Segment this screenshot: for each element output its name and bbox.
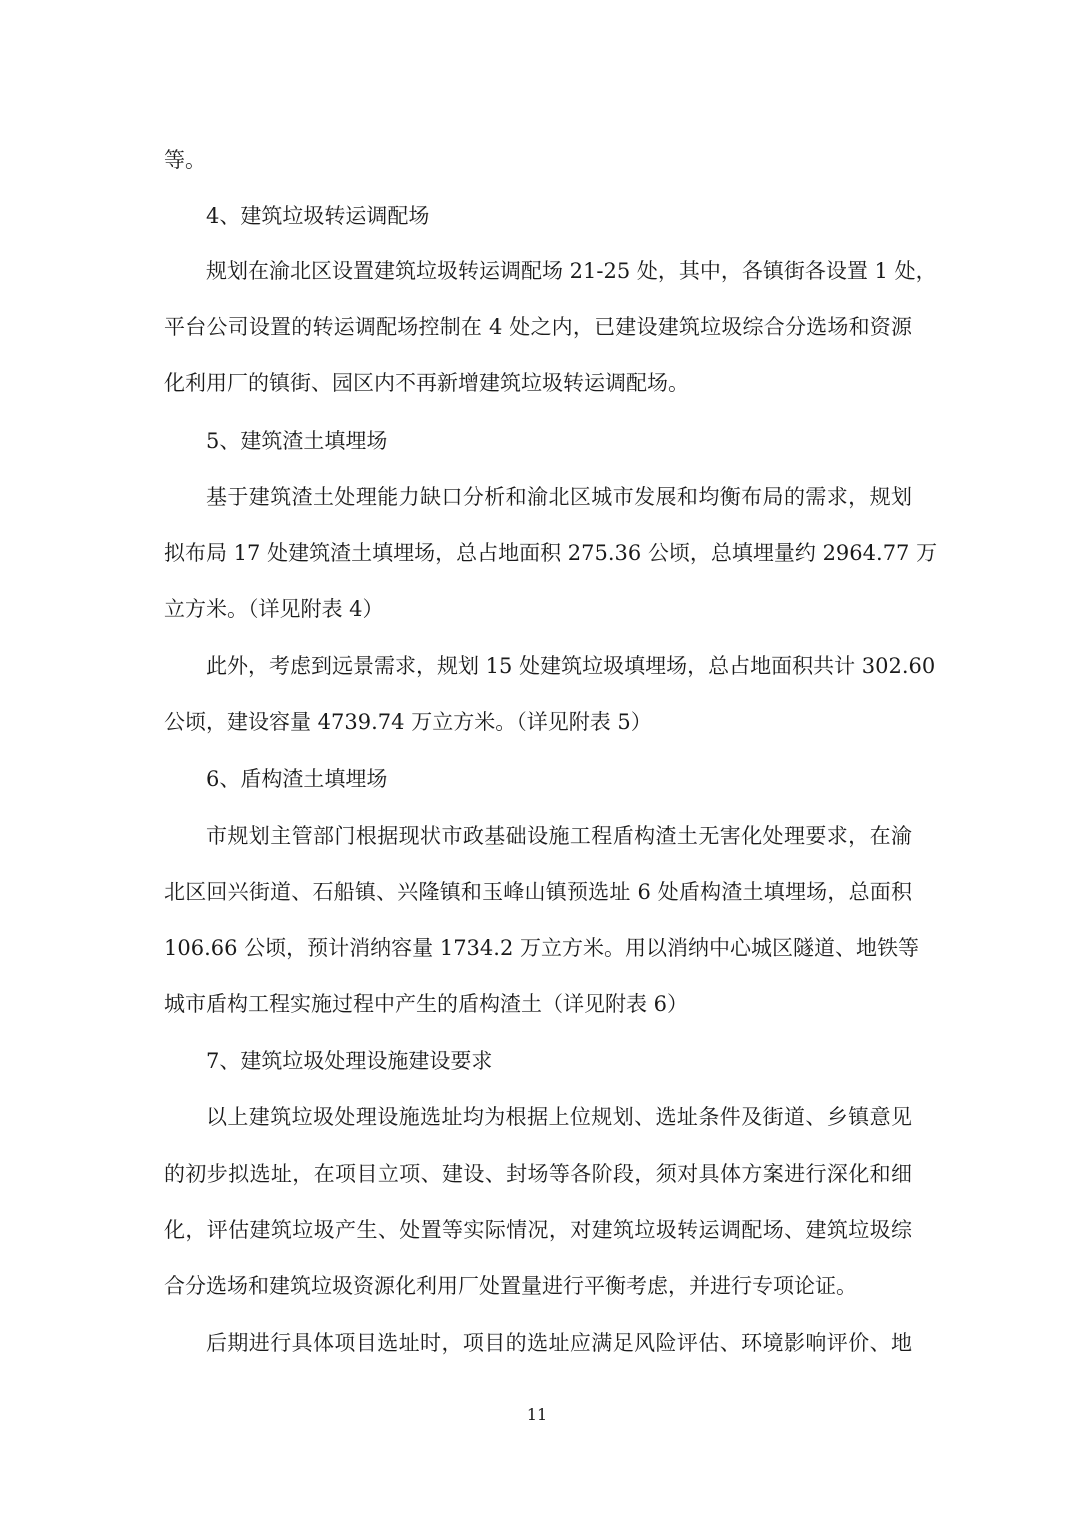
text-line: 此外，考虑到远景需求，规划 15 处建筑垃圾填埋场，总占地面积共计 302.60 [206,654,936,678]
text-line: 合分选场和建筑垃圾资源化利用厂处置量进行平衡考虑，并进行专项论证。 [164,1274,857,1298]
section-heading: 6、盾构渣土填埋场 [206,767,388,791]
text-line: 公顷，建设容量 4739.74 万立方米。（详见附表 5） [164,710,652,734]
section-heading: 5、建筑渣土填埋场 [206,429,388,453]
text-line: 的初步拟选址，在项目立项、建设、封场等各阶段，须对具体方案进行深化和细 [164,1162,912,1186]
text-line: 106.66 公顷，预计消纳容量 1734.2 万立方米。用以消纳中心城区隧道、地铁等 [164,936,919,960]
text-line: 拟布局 17 处建筑渣土填埋场，总占地面积 275.36 公顷，总填埋量约 2964.77 万 [164,541,938,565]
page-number: 11 [526,1405,548,1424]
text-line: 化，评估建筑垃圾产生、处置等实际情况，对建筑垃圾转运调配场、建筑垃圾综 [164,1218,912,1242]
text-line: 基于建筑渣土处理能力缺口分析和渝北区城市发展和均衡布局的需求，规划 [206,485,912,509]
text-line: 立方米。（详见附表 4） [164,597,384,621]
text-line: 城市盾构工程实施过程中产生的盾构渣土（详见附表 6） [164,992,689,1016]
text-line: 平台公司设置的转运调配场控制在 4 处之内，已建设建筑垃圾综合分选场和资源 [164,315,912,339]
text-line: 市规划主管部门根据现状市政基础设施工程盾构渣土无害化处理要求，在渝 [206,824,912,848]
section-heading: 7、建筑垃圾处理设施建设要求 [206,1049,493,1073]
text-line: 以上建筑垃圾处理设施选址均为根据上位规划、选址条件及街道、乡镇意见 [206,1105,912,1129]
text-line: 规划在渝北区设置建筑垃圾转运调配场 21-25 处，其中，各镇街各设置 1 处， [206,259,937,283]
section-heading: 4、建筑垃圾转运调配场 [206,204,430,228]
text-line: 化利用厂的镇街、园区内不再新增建筑垃圾转运调配场。 [164,371,689,395]
text-line: 等。 [164,148,206,172]
text-line: 北区回兴街道、石船镇、兴隆镇和玉峰山镇预选址 6 处盾构渣土填埋场，总面积 [164,880,912,904]
text-line: 后期进行具体项目选址时，项目的选址应满足风险评估、环境影响评价、地 [206,1331,912,1355]
